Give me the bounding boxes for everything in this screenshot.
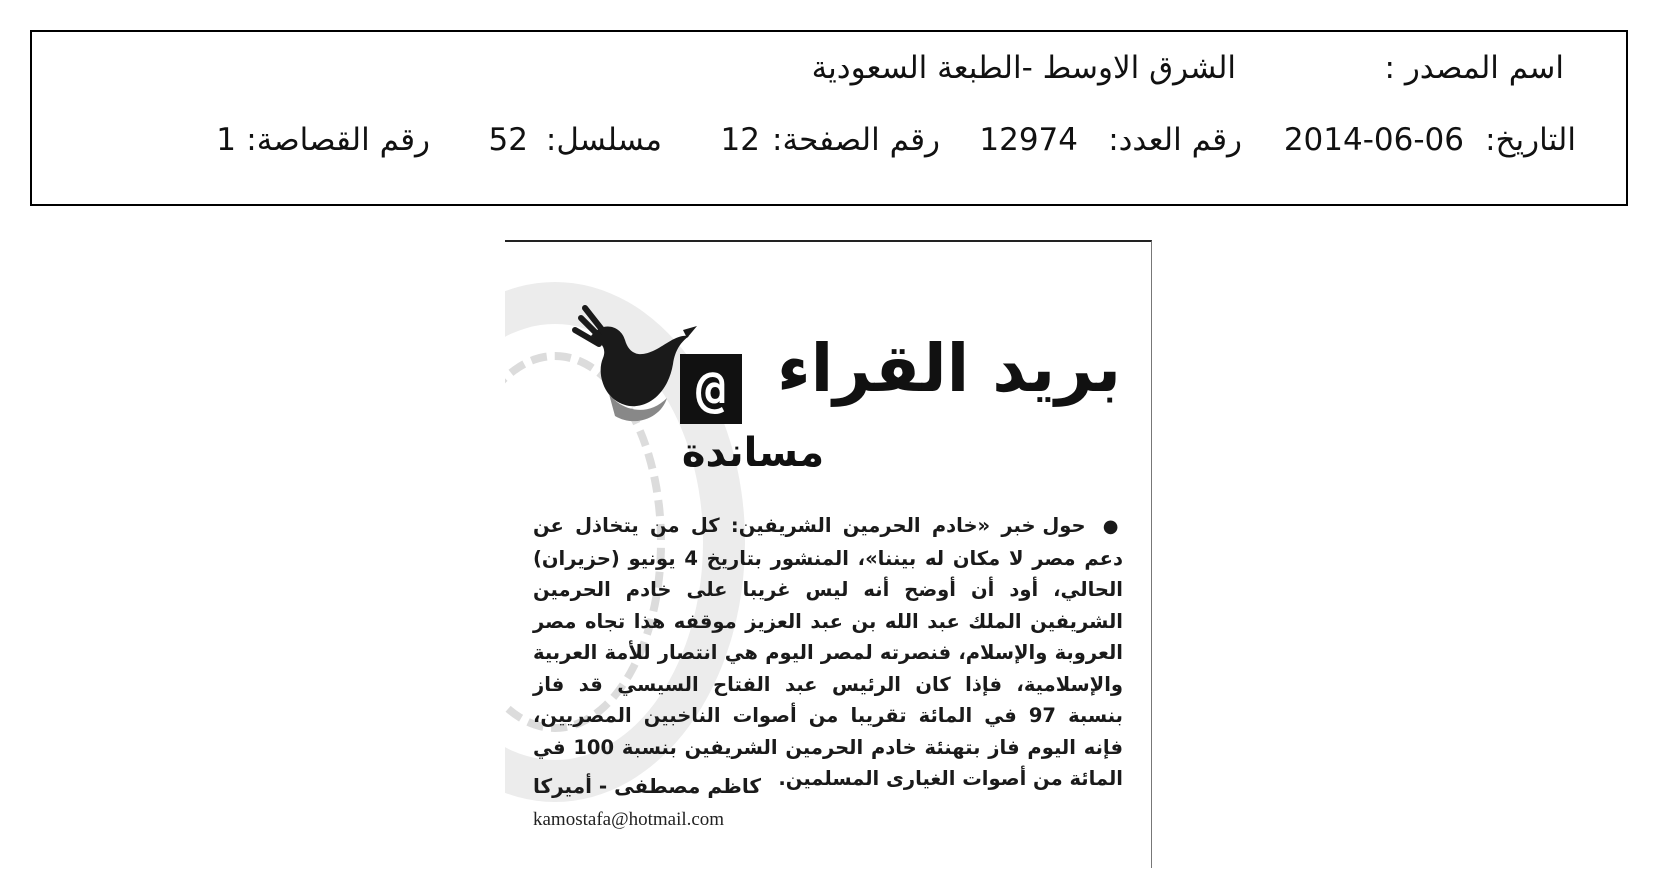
clip-label: رقم القصاصة: <box>246 122 430 158</box>
date-label: التاريخ: <box>1485 122 1576 158</box>
bullet-icon: ● <box>1102 516 1123 537</box>
page-label: رقم الصفحة: <box>772 122 940 158</box>
source-info-box <box>30 30 1628 206</box>
article-body-text: حول خبر «خادم الحرمين الشريفين: كل من يتخاذل عن دعم مصر لا مكان له بيننا»، المنشور بتاريخ 4 يونيو (حزيران) الحالي، أود أن أوضح أنه ليس غريبا على خادم الحرمين الشريفين الملك عبد الله بن عبد العزيز موقفه هذا تجاه مصر العروبة والإسلام، فنصرته لمصر اليوم هي انتصار للأمة العربية والإسلامية، فإذا كان الرئيس عبد الفتاح السيسي قد فاز بنسبة 97 في المائة تقريبا من أصوات الناخبين المصريين، فإنه اليوم فاز بتهنئة خادم الحرمين الشريفين بنسبة 100 في المائة من أصوات الغيارى المسلمين. <box>533 514 1123 790</box>
newspaper-clipping <box>505 240 1152 868</box>
issue-value: 12974 <box>979 122 1078 158</box>
clip-value: 1 <box>216 122 236 158</box>
author-signature: كاظم مصطفى - أميركا <box>532 774 761 798</box>
source-value: الشرق الاوسط -الطبعة السعودية <box>811 50 1236 86</box>
article-title: مساندة <box>681 430 825 476</box>
article-body <box>533 510 1123 795</box>
source-label: اسم المصدر : <box>1384 50 1564 86</box>
at-symbol-icon: @ <box>680 354 742 424</box>
author-email: kamostafa@hotmail.com <box>533 809 725 830</box>
serial-value: 52 <box>488 122 528 158</box>
serial-label: مسلسل: <box>545 122 662 158</box>
page-value: 12 <box>720 122 760 158</box>
issue-label: رقم العدد: <box>1108 122 1242 158</box>
masthead-title: بريد القراء <box>776 330 1121 407</box>
date-value: 2014-06-06 <box>1283 122 1464 158</box>
